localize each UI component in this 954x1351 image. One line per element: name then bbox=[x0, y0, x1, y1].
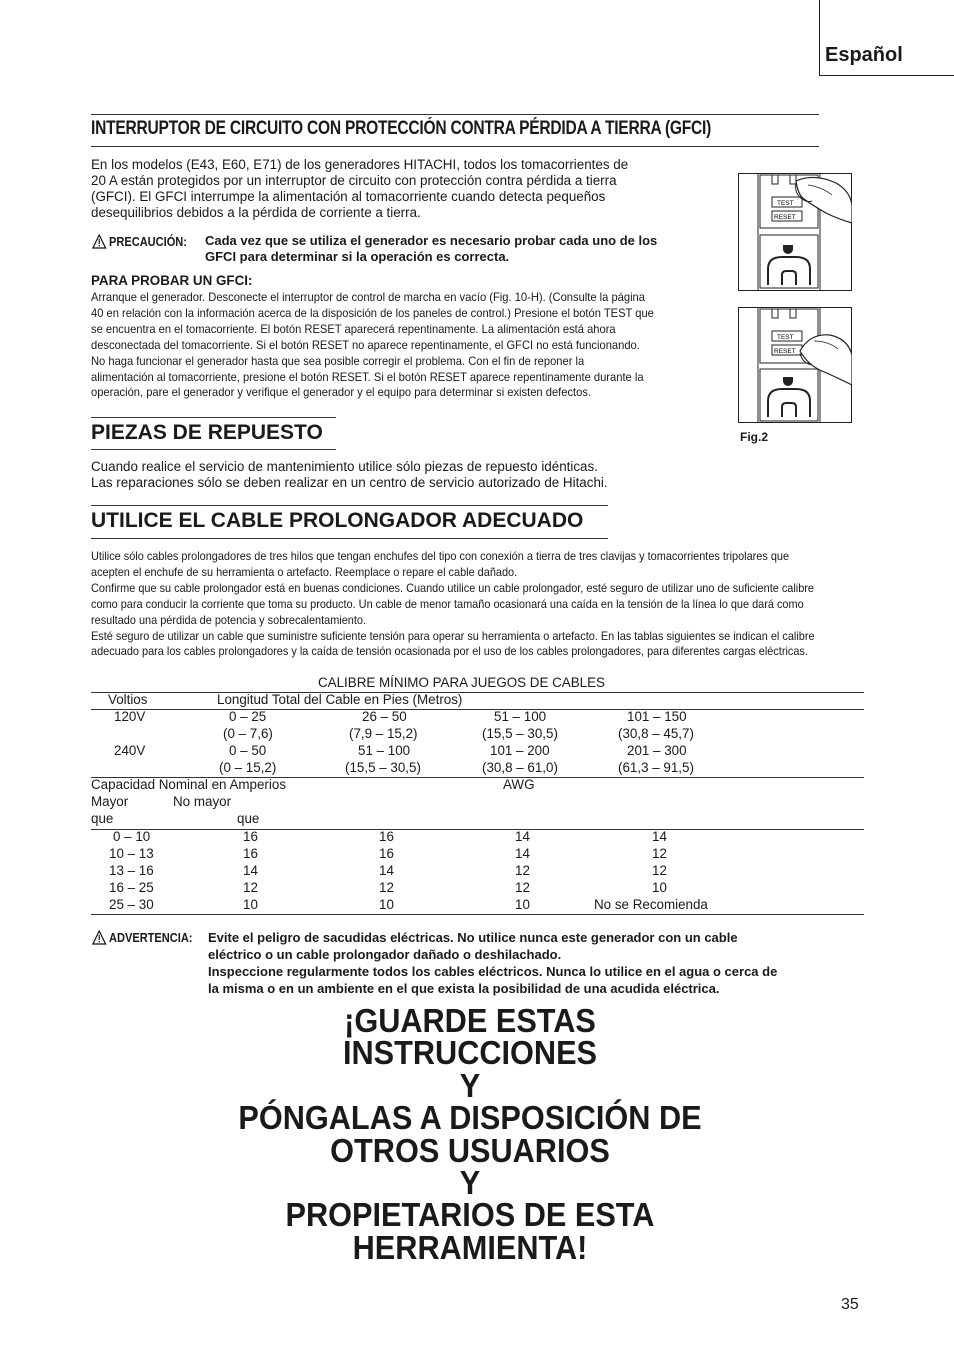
svg-text:RESET: RESET bbox=[774, 348, 796, 355]
awg-cell: 12 bbox=[652, 846, 667, 861]
length-cell: (7,9 – 15,2) bbox=[349, 726, 418, 741]
closing-line: PÓNGALAS A DISPOSICIÓN DE bbox=[238, 1099, 702, 1137]
awg-cell: 12 bbox=[243, 880, 258, 895]
amp-header: Capacidad Nominal en Amperios bbox=[91, 777, 287, 792]
text-line: GFCI para determinar si la operación es correcta. bbox=[205, 249, 510, 264]
closing-line: Y bbox=[459, 1066, 481, 1104]
text-line: desconectada del tomacorriente. Si el botón RESET no aparece repentinamente, el GFCI no está funcionando. bbox=[91, 337, 640, 352]
length-cell: 101 – 200 bbox=[490, 743, 550, 758]
text-line: En los modelos (E43, E60, E71) de los generadores HITACHI, todos los tomacorrientes de bbox=[91, 157, 629, 172]
text-line: 20 A están protegidos por un interruptor de circuito con protección contra pérdida a tierra bbox=[91, 173, 617, 188]
table-rule bbox=[91, 914, 864, 915]
text-line: operación, pare el generador y verifique el generador y el equipo para determinar si existen defectos. bbox=[91, 385, 592, 400]
awg-cell: 10 bbox=[379, 897, 394, 912]
closing-statement bbox=[117, 1002, 824, 1266]
amp-range-cell: 16 – 25 bbox=[109, 880, 154, 895]
text-line: adecuado para los cables prolongadores y la caída de tensión ocasionada por el uso de los cables prolongadores, para diferentes cargas eléctricas. bbox=[91, 644, 808, 659]
figure-label: Fig.2 bbox=[740, 430, 769, 444]
parts-title: PIEZAS DE REPUESTO bbox=[91, 421, 323, 444]
length-header: Longitud Total del Cable en Pies (Metros) bbox=[217, 692, 463, 707]
amp-range-cell: 0 – 10 bbox=[113, 829, 151, 844]
length-cell: 0 – 25 bbox=[229, 709, 267, 724]
title-rule-bottom bbox=[91, 146, 819, 147]
awg-cell: 14 bbox=[243, 863, 258, 878]
test-gfci-title: PARA PROBAR UN GFCI: bbox=[91, 273, 253, 288]
length-cell: (30,8 – 45,7) bbox=[618, 726, 694, 741]
cable-title: UTILICE EL CABLE PROLONGADOR ADECUADO bbox=[91, 509, 584, 532]
closing-line: Y bbox=[459, 1164, 481, 1202]
length-cell: (0 – 7,6) bbox=[223, 726, 273, 741]
awg-cell: 10 bbox=[515, 897, 530, 912]
gfci-figure-reset bbox=[738, 307, 852, 423]
amp-range-cell: 13 – 16 bbox=[109, 863, 154, 878]
text-line: Inspeccione regularmente todos los cables eléctricos. Nunca lo utilice en el agua o cerca de bbox=[208, 964, 778, 979]
length-cell: 201 – 300 bbox=[627, 743, 687, 758]
text-line: Confirme que su cable prolongador está en buenas condiciones. Cuando utilice un cable prolongador, esté seguro de utilizar uno de suficiente calibre bbox=[91, 580, 815, 595]
awg-cell: 10 bbox=[652, 880, 667, 895]
text-line: Esté seguro de utilizar un cable que suministre suficiente tensión para operar su herramienta o artefacto. En las tablas siguientes se indican el calibre bbox=[91, 628, 815, 643]
awg-cell: 12 bbox=[515, 863, 530, 878]
length-cell: (30,8 – 61,0) bbox=[482, 760, 558, 775]
parts-rule-bottom bbox=[91, 449, 336, 450]
parts-text bbox=[91, 459, 608, 491]
awg-cell: 16 bbox=[243, 846, 258, 861]
length-cell: 101 – 150 bbox=[627, 709, 687, 724]
not-more-label-2: que bbox=[237, 811, 260, 826]
length-cell: 26 – 50 bbox=[362, 709, 407, 724]
text-line: Las reparaciones sólo se deben realizar en un centro de servicio autorizado de Hitachi. bbox=[91, 475, 608, 490]
caution-text bbox=[205, 233, 657, 265]
awg-cell: 10 bbox=[243, 897, 258, 912]
closing-line: PROPIETARIOS DE ESTA bbox=[285, 1196, 655, 1234]
table-rule bbox=[91, 692, 864, 693]
warning-text bbox=[208, 929, 777, 997]
text-line: como para conducir la corriente que toma su producto. Un cable de menor tamaño ocasionará una caída en la tensión de la línea lo que dará como bbox=[91, 596, 804, 611]
table-caption: CALIBRE MÍNIMO PARA JUEGOS DE CABLES bbox=[318, 675, 605, 690]
text-line: eléctrico o un cable prolongador dañado o deshilachado. bbox=[208, 947, 562, 962]
cable-text bbox=[91, 549, 842, 660]
svg-text:TEST: TEST bbox=[777, 200, 794, 207]
text-line: 40 en relación con la información acerca de la disposición de los paneles de control.) Presione el botón TEST que bbox=[91, 305, 654, 320]
awg-cell: 14 bbox=[515, 829, 530, 844]
warning-triangle-icon bbox=[92, 234, 106, 249]
awg-cell: No se Recomienda bbox=[594, 897, 708, 912]
length-cell: (15,5 – 30,5) bbox=[345, 760, 421, 775]
text-line: desequilibrios debidos a la pérdida de corriente a tierra. bbox=[91, 205, 421, 220]
gfci-figure-test bbox=[738, 173, 852, 291]
text-line: se encuentra en el tomacorriente. El botón RESET aparecerá repentinamente. La alimentación está ahora bbox=[91, 321, 616, 336]
closing-line: ¡GUARDE ESTAS bbox=[344, 1002, 596, 1039]
language-label: Español bbox=[825, 44, 903, 66]
volts-cell: 120V bbox=[114, 709, 146, 724]
warning-triangle-icon bbox=[92, 930, 106, 945]
text-line: No haga funcionar el generador hasta que sea posible corregir el problema. Con el fin de reponer la bbox=[91, 353, 585, 368]
length-cell: 0 – 50 bbox=[229, 743, 267, 758]
cable-rule-bottom bbox=[91, 538, 608, 539]
parts-rule-top bbox=[91, 417, 336, 418]
text-line: Arranque el generador. Desconecte el interruptor de control de marcha en vacío (Fig. 10-H). (Consulte la página bbox=[91, 290, 645, 304]
awg-cell: 12 bbox=[652, 863, 667, 878]
awg-cell: 12 bbox=[515, 880, 530, 895]
gfci-intro bbox=[91, 157, 731, 221]
closing-line: INSTRUCCIONES bbox=[342, 1034, 598, 1072]
awg-cell: 14 bbox=[379, 863, 394, 878]
awg-header: AWG bbox=[503, 777, 535, 792]
amp-range-cell: 25 – 30 bbox=[109, 897, 154, 912]
volts-header: Voltios bbox=[108, 692, 148, 707]
caution-label: PRECAUCIÓN: bbox=[92, 234, 187, 249]
title-rule-top bbox=[91, 114, 819, 115]
text-line: acepten el enchufe de su herramienta o artefacto. Reemplace o repare el cable dañado. bbox=[91, 564, 518, 579]
table-rule bbox=[91, 709, 864, 710]
cable-rule-top bbox=[91, 505, 608, 506]
awg-cell: 16 bbox=[243, 829, 258, 844]
awg-cell: 14 bbox=[515, 846, 530, 861]
more-than-label-2: que bbox=[91, 811, 114, 826]
awg-cell: 16 bbox=[379, 829, 394, 844]
closing-line: HERRAMIENTA! bbox=[352, 1228, 588, 1266]
length-cell: (0 – 15,2) bbox=[219, 760, 277, 775]
svg-text:TEST: TEST bbox=[777, 334, 794, 341]
warning-label: ADVERTENCIA: bbox=[92, 930, 192, 945]
length-cell: (61,3 – 91,5) bbox=[618, 760, 694, 775]
test-gfci-text bbox=[91, 290, 723, 401]
svg-text:RESET: RESET bbox=[774, 214, 796, 221]
awg-cell: 12 bbox=[379, 880, 394, 895]
closing-line: OTROS USUARIOS bbox=[330, 1131, 610, 1169]
text-line: Cada vez que se utiliza el generador es necesario probar cada uno de los bbox=[205, 233, 658, 248]
not-more-label: No mayor bbox=[173, 794, 232, 809]
table-rule bbox=[91, 829, 864, 830]
length-cell: 51 – 100 bbox=[494, 709, 547, 724]
text-line: (GFCI). El GFCI interrumpe la alimentación al tomacorriente cuando detecta pequeños bbox=[91, 189, 606, 204]
text-line: resultado una pérdida de potencia y sobrecalentamiento. bbox=[91, 612, 367, 627]
length-cell: 51 – 100 bbox=[358, 743, 411, 758]
length-cell: (15,5 – 30,5) bbox=[482, 726, 558, 741]
volts-cell: 240V bbox=[114, 743, 146, 758]
gfci-title: INTERRUPTOR DE CIRCUITO CON PROTECCIÓN CONTRA PÉRDIDA A TIERRA (GFCI) bbox=[91, 118, 712, 139]
amp-range-cell: 10 – 13 bbox=[109, 846, 154, 861]
text-line: Cuando realice el servicio de mantenimiento utilice sólo piezas de repuesto idénticas. bbox=[91, 459, 598, 474]
more-than-label: Mayor bbox=[91, 794, 129, 809]
text-line: Evite el peligro de sacudidas eléctricas. No utilice nunca este generador con un cable bbox=[208, 930, 738, 945]
text-line: la misma o en un ambiente en el que exista la posibilidad de una acudida eléctrica. bbox=[208, 981, 720, 996]
page-number: 35 bbox=[841, 1296, 859, 1313]
awg-cell: 16 bbox=[379, 846, 394, 861]
text-line: Utilice sólo cables prolongadores de tres hilos que tengan enchufes del tipo con conexión a tierra de tres clavijas y tomacorrientes tripolares que bbox=[91, 549, 790, 563]
gfci-outlet-test-illustration bbox=[738, 173, 852, 291]
gfci-outlet-reset-illustration bbox=[738, 307, 852, 423]
text-line: alimentación al tomacorriente, presione el botón RESET. Si el botón RESET aparece repentinamente durante la bbox=[91, 369, 644, 384]
awg-cell: 14 bbox=[652, 829, 667, 844]
